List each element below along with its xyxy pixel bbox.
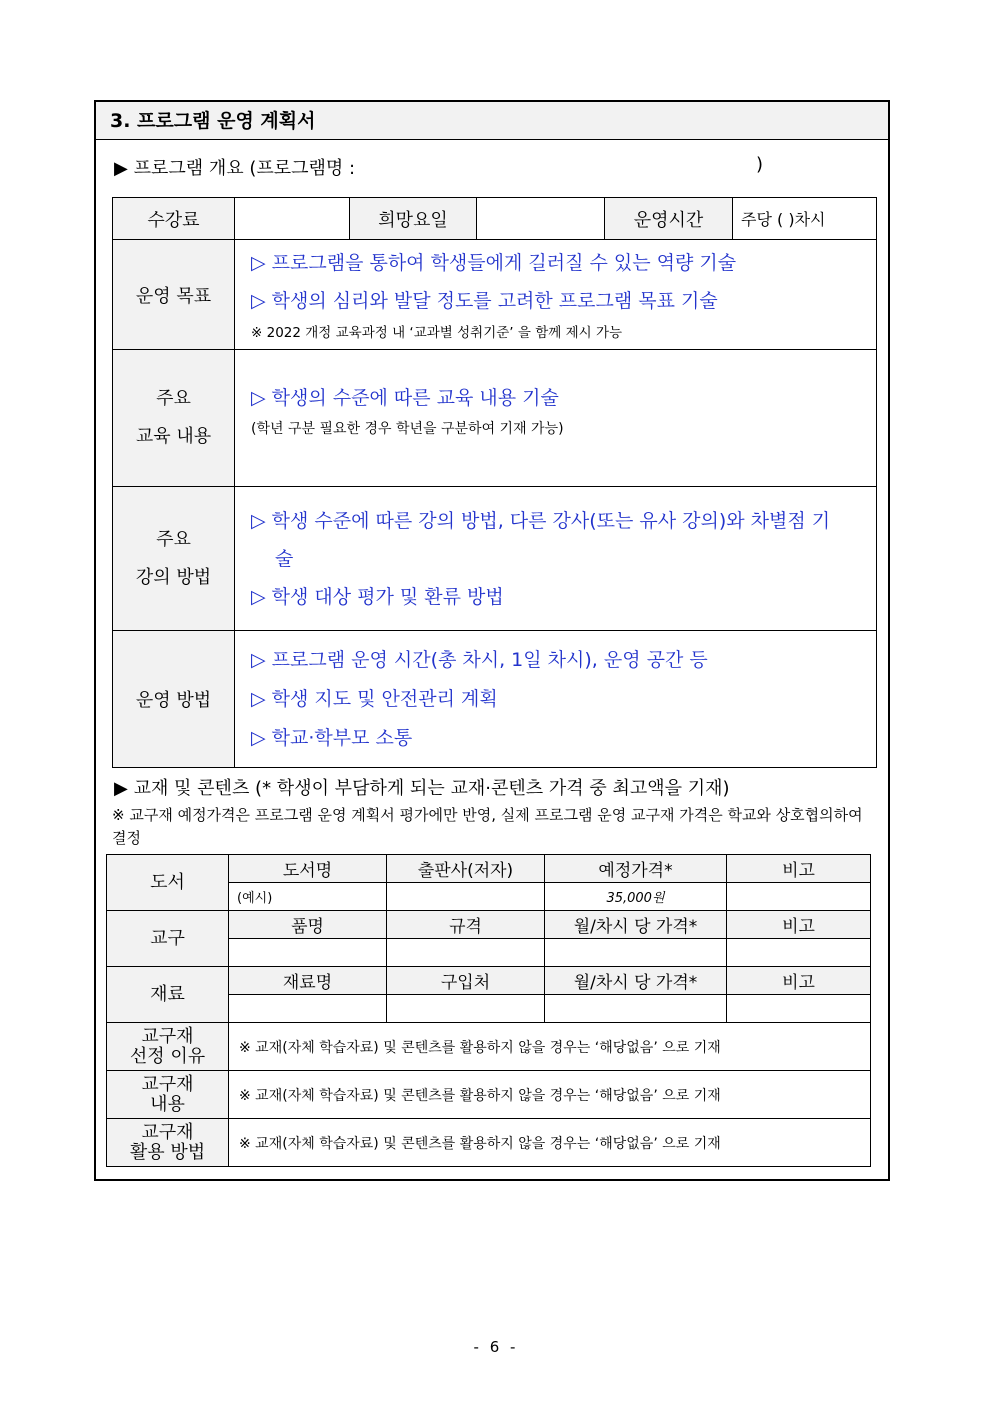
program-overview-label xyxy=(114,154,764,180)
tools-label: 교구 xyxy=(107,911,229,967)
method-line-1-cont: 술 xyxy=(275,547,294,570)
supplies-vendor-cell[interactable] xyxy=(387,995,545,1023)
operating-time-value[interactable]: 주당 ( )차시 xyxy=(733,198,877,240)
program-overview-table xyxy=(112,197,877,768)
books-title-cell[interactable]: (예시) xyxy=(229,883,387,911)
usage-label-line-1: 교구재 xyxy=(141,1121,194,1143)
materials-heading: ▶ 교재 및 콘텐츠 (* 학생이 부담하게 되는 교재·콘텐츠 가격 중 최고액을 기재) xyxy=(114,778,730,799)
materials-note: ※ 교구재 예정가격은 프로그램 운영 계획서 평가에만 반영, 실제 프로그램 운영 교구재 가격은 학교와 상호협의하여 결정 xyxy=(112,806,863,847)
content-label xyxy=(113,350,235,487)
content-note: (학년 구분 필요한 경우 학년을 구분하여 기재 가능) xyxy=(251,421,564,437)
supplies-header-price: 월/차시 당 가격* xyxy=(545,967,727,995)
tools-note-cell[interactable] xyxy=(727,939,871,967)
supplies-header-vendor: 구입처 xyxy=(387,967,545,995)
reason-label-line-2: 선정 이유 xyxy=(129,1045,206,1067)
usage-label xyxy=(107,1119,229,1167)
supplies-header-name: 재료명 xyxy=(229,967,387,995)
tools-name-cell[interactable] xyxy=(229,939,387,967)
books-header-note: 비고 xyxy=(727,855,871,883)
books-note-cell[interactable] xyxy=(727,883,871,911)
content-body[interactable] xyxy=(235,350,877,487)
method-line-2: ▷ 학생 대상 평가 및 환류 방법 xyxy=(251,585,504,608)
tools-header-note: 비고 xyxy=(727,911,871,939)
supplies-label: 재료 xyxy=(107,967,229,1023)
operation-line-1: ▷ 프로그램 운영 시간(총 차시, 1일 차시), 운영 공간 등 xyxy=(251,648,708,671)
method-label-line-2: 강의 방법 xyxy=(135,566,212,588)
operation-label: 운영 방법 xyxy=(113,631,235,768)
books-header-publisher: 출판사(저자) xyxy=(387,855,545,883)
content-label-line-2: 교육 내용 xyxy=(135,426,212,447)
books-header-title: 도서명 xyxy=(229,855,387,883)
tools-header-spec: 규격 xyxy=(387,911,545,939)
desc-field[interactable]: ※ 교재(자체 학습자료) 및 콘텐츠를 활용하지 않을 경우는 ‘해당없음’ 으로 기재 xyxy=(229,1071,871,1119)
reason-field[interactable]: ※ 교재(자체 학습자료) 및 콘텐츠를 활용하지 않을 경우는 ‘해당없음’ 으로 기재 xyxy=(229,1023,871,1071)
method-line-1: ▷ 학생 수준에 따른 강의 방법, 다른 강사(또는 유사 강의)와 차별점 기 xyxy=(251,509,831,532)
fee-value-field[interactable] xyxy=(235,198,350,240)
reason-label-line-1: 교구재 xyxy=(141,1025,194,1047)
tools-spec-cell[interactable] xyxy=(387,939,545,967)
tools-header-price: 월/차시 당 가격* xyxy=(545,911,727,939)
materials-table xyxy=(106,854,871,1167)
books-publisher-cell[interactable] xyxy=(387,883,545,911)
goals-note: ※ 2022 개정 교육과정 내 ‘교과별 성취기준’ 을 함께 제시 가능 xyxy=(251,324,623,341)
supplies-name-cell[interactable] xyxy=(229,995,387,1023)
goals-line-2: ▷ 학생의 심리와 발달 정도를 고려한 프로그램 목표 기술 xyxy=(251,289,718,312)
operating-time-label: 운영시간 xyxy=(605,198,733,240)
operation-line-3: ▷ 학교·학부모 소통 xyxy=(251,726,413,749)
plan-form-frame xyxy=(94,100,890,1181)
fee-label: 수강료 xyxy=(113,198,235,240)
books-label: 도서 xyxy=(107,855,229,911)
page-number: - 6 - xyxy=(473,1338,519,1356)
usage-field[interactable]: ※ 교재(자체 학습자료) 및 콘텐츠를 활용하지 않을 경우는 ‘해당없음’ 으로 기재 xyxy=(229,1119,871,1167)
method-body[interactable] xyxy=(235,487,877,631)
operation-line-2: ▷ 학생 지도 및 안전관리 계획 xyxy=(251,687,498,710)
operation-body[interactable] xyxy=(235,631,877,768)
supplies-note-cell[interactable] xyxy=(727,995,871,1023)
preferred-day-label: 희망요일 xyxy=(350,198,477,240)
usage-label-line-2: 활용 방법 xyxy=(129,1141,206,1163)
reason-label xyxy=(107,1023,229,1071)
goals-line-1: ▷ 프로그램을 통하여 학생들에게 길러질 수 있는 역량 기술 xyxy=(251,251,737,274)
content-line: ▷ 학생의 수준에 따른 교육 내용 기술 xyxy=(251,387,559,409)
books-price-cell[interactable]: 35,000원 xyxy=(545,883,727,911)
section-title: 3. 프로그램 운영 계획서 xyxy=(96,102,888,140)
desc-label-line-2: 내용 xyxy=(150,1093,185,1115)
books-header-price: 예정가격* xyxy=(545,855,727,883)
tools-price-cell[interactable] xyxy=(545,939,727,967)
supplies-header-note: 비고 xyxy=(727,967,871,995)
goals-label: 운영 목표 xyxy=(113,240,235,350)
overview-close-paren: ) xyxy=(756,154,764,175)
method-label xyxy=(113,487,235,631)
desc-label xyxy=(107,1071,229,1119)
preferred-day-field[interactable] xyxy=(477,198,605,240)
goals-content[interactable] xyxy=(235,240,877,350)
method-label-line-1: 주요 xyxy=(156,528,191,550)
desc-label-line-1: 교구재 xyxy=(141,1073,194,1095)
tools-header-name: 품명 xyxy=(229,911,387,939)
supplies-price-cell[interactable] xyxy=(545,995,727,1023)
overview-label: ▶ 프로그램 개요 (프로그램명 : xyxy=(114,158,356,179)
content-label-line-1: 주요 xyxy=(156,388,191,409)
